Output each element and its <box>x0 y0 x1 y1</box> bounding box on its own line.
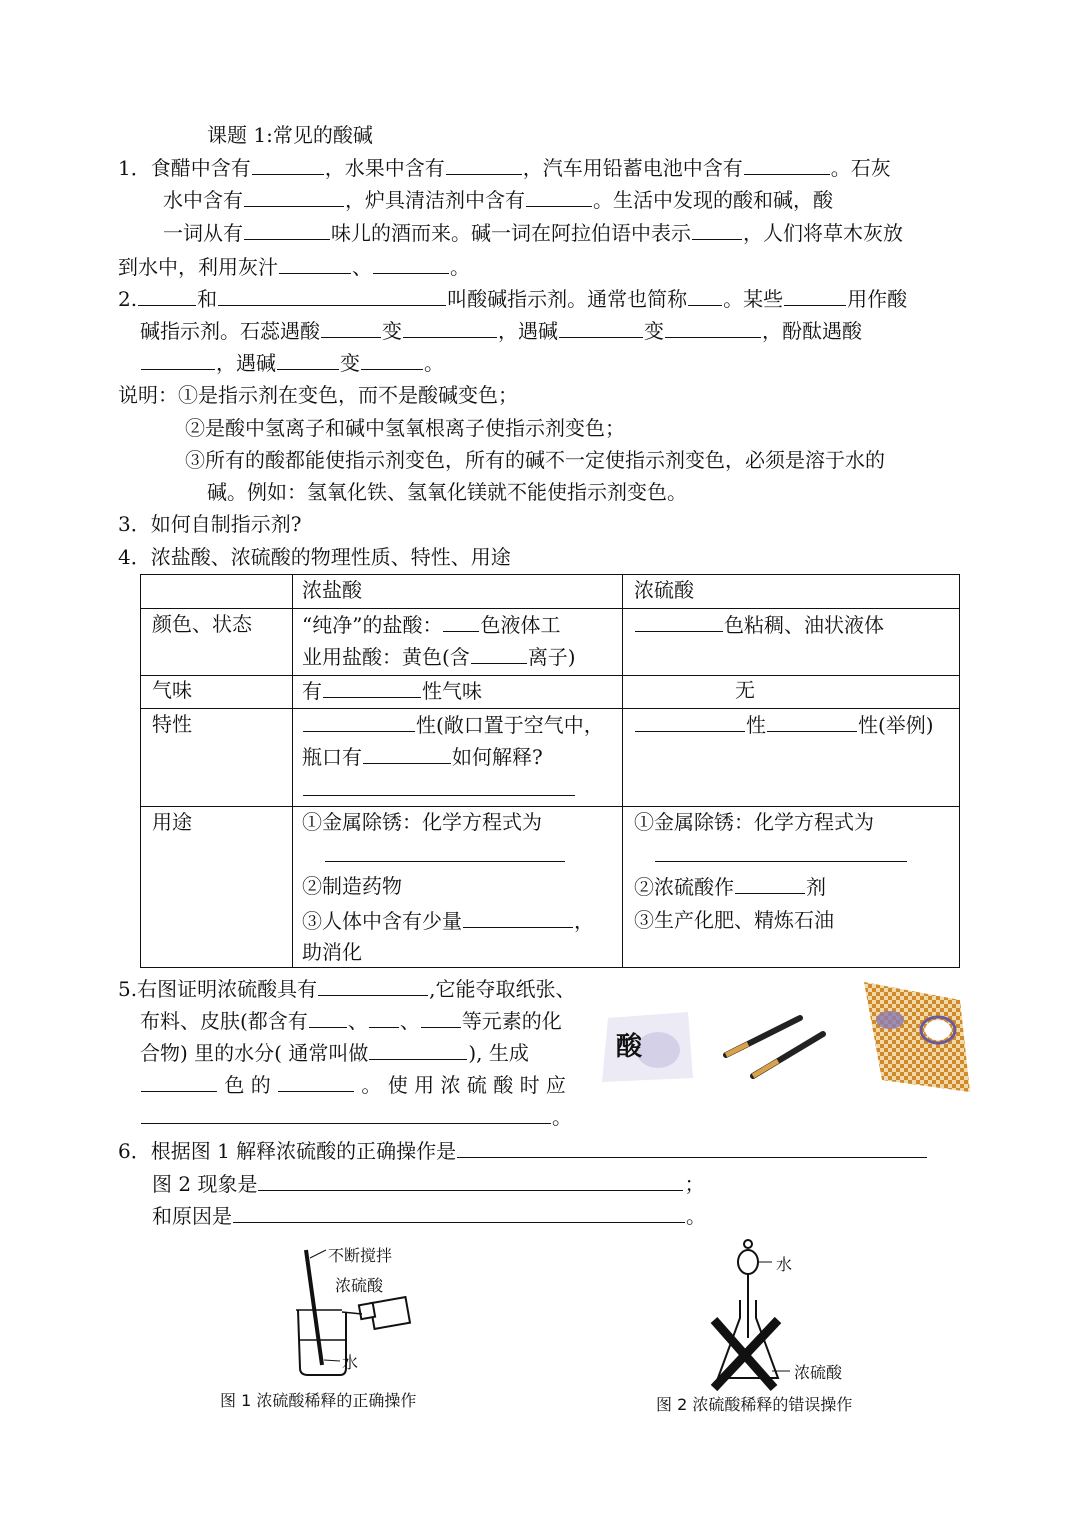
answer-blank[interactable] <box>252 152 324 175</box>
text-line <box>118 1135 928 1165</box>
text-line <box>118 283 907 313</box>
figure2-caption: 图 2 浓硫酸稀释的错误操作 <box>656 1395 853 1414</box>
line-text: ，酚酞遇酸 <box>762 319 862 343</box>
answer-blank[interactable] <box>559 315 643 338</box>
line-text: ，汽车用铅蓄电池中含有 <box>522 156 743 180</box>
line-text: 。某些 <box>723 287 784 311</box>
text-line <box>152 709 192 739</box>
answer-blank[interactable] <box>421 1005 461 1028</box>
answer-blank[interactable] <box>655 839 907 862</box>
line-text: ③人体中含有少量 <box>302 909 462 933</box>
line-text: 6．根据图 1 解释浓硫酸的正确操作是 <box>118 1139 457 1163</box>
charred-cloth-photo <box>860 980 972 1095</box>
answer-blank[interactable] <box>321 315 381 338</box>
text-line <box>152 1168 704 1198</box>
text-line <box>140 1069 566 1099</box>
line-text: 变 <box>644 319 664 343</box>
line-text: 浓硫酸 <box>634 578 694 602</box>
line-text: 、 <box>347 1009 368 1033</box>
line-text: 。 <box>552 1105 572 1129</box>
line-text: ， <box>574 909 594 933</box>
line-text: ③所有的酸都能使指示剂变色，所有的碱不一定使指示剂变色，必须是溶于水的 <box>185 448 885 472</box>
answer-blank[interactable] <box>318 973 428 996</box>
line-text: 、 <box>399 1009 420 1033</box>
text-line <box>118 973 575 1003</box>
line-text: ②制造药物 <box>302 874 402 898</box>
line-text: 。石灰 <box>830 156 891 180</box>
text-line <box>152 807 192 837</box>
text-line <box>207 477 687 507</box>
figure1-caption: 图 1 浓硫酸稀释的正确操作 <box>220 1391 417 1410</box>
line-text: 碱指示剂。石蕊遇酸 <box>140 319 320 343</box>
line-text: 碱。例如：氢氧化铁、氢氧化镁就不能使指示剂变色。 <box>207 480 687 504</box>
text-line <box>654 839 908 869</box>
line-text: 说明：①是指示剂在变色，而不是酸碱变色； <box>118 383 518 407</box>
text-line <box>118 509 301 539</box>
text-line <box>302 641 576 671</box>
line-text: 到水中，利用灰汁 <box>118 255 278 279</box>
line-text: 性(举例) <box>858 713 934 737</box>
line-text: 颜色、状态 <box>152 612 252 636</box>
line-text: 色粘稠、油状液体 <box>724 613 884 637</box>
line-text: 色 的 <box>218 1073 278 1097</box>
answer-blank[interactable] <box>373 251 449 274</box>
line-text: 用作酸 <box>847 287 908 311</box>
answer-blank[interactable] <box>403 315 497 338</box>
answer-blank[interactable] <box>233 1200 685 1223</box>
text-line <box>152 1200 706 1230</box>
text-line <box>634 905 834 935</box>
line-text: ； <box>684 1172 705 1196</box>
text-line <box>735 675 755 705</box>
line-text: 特性 <box>152 712 192 736</box>
text-line <box>163 184 833 214</box>
line-text: ③生产化肥、精炼石油 <box>634 908 834 932</box>
text-line <box>302 575 362 605</box>
text-line <box>302 675 482 705</box>
charred-sticks-photo <box>718 1010 833 1080</box>
answer-blank[interactable] <box>244 217 330 240</box>
line-text: 5.右图证明浓硫酸具有 <box>118 977 318 1001</box>
answer-blank[interactable] <box>784 283 846 306</box>
line-text: 变 <box>340 351 360 375</box>
line-text: 业用盐酸：黄色(含 <box>302 645 470 669</box>
text-line <box>634 709 934 739</box>
answer-blank[interactable] <box>309 1005 347 1028</box>
line-text: 2. <box>118 287 138 311</box>
answer-blank[interactable] <box>446 152 522 175</box>
line-text: 瓶口有 <box>302 745 362 769</box>
line-text: ②浓硫酸作 <box>634 875 734 899</box>
answer-blank[interactable] <box>361 347 423 370</box>
answer-blank[interactable] <box>635 709 745 732</box>
text-line <box>302 905 594 935</box>
line-text: 。 <box>686 1204 706 1228</box>
answer-blank[interactable] <box>258 1168 683 1191</box>
line-text: 叫酸碱指示剂。通常也简称 <box>447 287 688 311</box>
text-line <box>185 413 625 443</box>
text-line <box>634 575 694 605</box>
figure1-acid-label: 浓硫酸 <box>335 1276 384 1295</box>
line-text: 。 <box>424 351 444 375</box>
answer-blank[interactable] <box>141 347 215 370</box>
paper-char: 酸 <box>616 1032 643 1062</box>
line-text: 离子) <box>527 645 576 669</box>
answer-blank[interactable] <box>277 347 339 370</box>
answer-blank[interactable] <box>744 152 830 175</box>
text-line <box>163 217 903 247</box>
text-line <box>302 773 576 803</box>
text-line <box>140 1101 572 1131</box>
line-text: ，水果中含有 <box>324 156 445 180</box>
text-line <box>634 871 826 901</box>
line-text: ，人们将草木灰放 <box>743 221 903 245</box>
line-text: 性气味 <box>422 679 482 703</box>
text-line <box>152 609 252 639</box>
answer-blank[interactable] <box>369 1005 399 1028</box>
line-text: 3．如何自制指示剂? <box>118 512 302 536</box>
text-line <box>118 542 511 572</box>
answer-blank[interactable] <box>443 609 479 632</box>
text-line <box>302 807 542 837</box>
line-text: 无 <box>735 678 755 702</box>
text-line <box>118 152 891 182</box>
answer-blank[interactable] <box>735 871 805 894</box>
text-line <box>302 709 604 739</box>
answer-blank[interactable] <box>325 839 565 862</box>
line-text: 如何解释? <box>452 745 543 769</box>
line-text: 1．食醋中含有 <box>118 156 251 180</box>
line-text: 合物) 里的水分( 通常叫做 <box>140 1041 369 1065</box>
line-text: 味儿的酒而来。碱一词在阿拉伯语中表示 <box>331 221 691 245</box>
text-line <box>634 609 884 639</box>
answer-blank[interactable] <box>688 283 722 306</box>
line-text: 等元素的化 <box>461 1009 562 1033</box>
text-line <box>324 839 566 869</box>
line-text: ②是酸中氢离子和碱中氢氧根离子使指示剂变色； <box>185 416 625 440</box>
text-line <box>140 315 862 345</box>
line-text: 变 <box>382 319 402 343</box>
answer-blank[interactable] <box>323 675 421 698</box>
line-text: ，炉具清洁剂中含有 <box>345 188 525 212</box>
line-text: 用途 <box>152 810 192 834</box>
line-text: 助消化 <box>302 940 362 964</box>
answer-blank[interactable] <box>463 905 573 928</box>
text-line <box>118 251 470 281</box>
text-line <box>118 380 518 410</box>
line-text: 有 <box>302 679 322 703</box>
line-text: ，遇碱 <box>216 351 276 375</box>
charred-paper-photo <box>598 1010 698 1085</box>
line-text: ), 生成 <box>468 1041 529 1065</box>
line-text: 。生活中发现的酸和碱，酸 <box>593 188 833 212</box>
line-text: “纯净”的盐酸： <box>302 613 443 637</box>
answer-blank[interactable] <box>218 283 446 306</box>
text-line <box>634 807 874 837</box>
line-text: ，遇碱 <box>498 319 558 343</box>
text-line <box>140 347 444 377</box>
figure2-water-label: 水 <box>776 1255 793 1274</box>
line-text: ①金属除锈：化学方程式为 <box>634 810 874 834</box>
answer-blank[interactable] <box>278 1069 354 1092</box>
text-line <box>302 609 560 639</box>
answer-blank[interactable] <box>526 184 592 207</box>
worksheet-title: 课题 1:常见的酸碱 <box>207 123 373 147</box>
line-text: 性(敞口置于空气中， <box>416 713 604 737</box>
line-text: ①金属除锈：化学方程式为 <box>302 810 542 834</box>
line-text: 气味 <box>152 678 192 702</box>
answer-blank[interactable] <box>457 1135 927 1158</box>
answer-blank[interactable] <box>369 1037 467 1060</box>
text-line <box>302 741 543 771</box>
line-text: 剂 <box>806 875 826 899</box>
line-text: 性 <box>746 713 766 737</box>
answer-blank[interactable] <box>279 251 351 274</box>
answer-blank[interactable] <box>767 709 857 732</box>
line-text: 浓盐酸 <box>302 578 362 602</box>
answer-blank[interactable] <box>471 641 527 664</box>
answer-blank[interactable] <box>141 1069 217 1092</box>
answer-blank[interactable] <box>692 217 742 240</box>
line-text: 一词从有 <box>163 221 243 245</box>
answer-blank[interactable] <box>303 709 415 732</box>
answer-blank[interactable] <box>363 741 451 764</box>
answer-blank[interactable] <box>665 315 761 338</box>
answer-blank[interactable] <box>303 773 575 796</box>
answer-blank[interactable] <box>635 609 723 632</box>
line-text: 图 2 现象是 <box>152 1172 258 1196</box>
text-line <box>140 1005 562 1035</box>
line-text: 色液体工 <box>480 613 561 637</box>
figure2-acid-label: 浓硫酸 <box>794 1363 843 1382</box>
line-text: 4．浓盐酸、浓硫酸的物理性质、特性、用途 <box>118 545 511 569</box>
answer-blank[interactable] <box>138 283 196 306</box>
text-line <box>302 871 402 901</box>
text-line <box>185 445 885 475</box>
text-line <box>302 937 362 967</box>
line-text: 。 <box>450 255 470 279</box>
text-line <box>140 1037 529 1067</box>
line-text: 和 <box>197 287 218 311</box>
line-text: 水中含有 <box>163 188 243 212</box>
figure1-stir-label: 不断搅拌 <box>328 1246 393 1265</box>
answer-blank[interactable] <box>244 184 344 207</box>
figure1-water-label: 水 <box>342 1353 359 1372</box>
line-text: 和原因是 <box>152 1204 232 1228</box>
line-text: 布料、皮肤(都含有 <box>140 1009 308 1033</box>
text-line <box>152 675 192 705</box>
line-text: ,它能夺取纸张、 <box>429 977 576 1001</box>
line-text: 。 使 用 浓 硫 酸 时 应 <box>355 1073 566 1097</box>
line-text: 、 <box>352 255 372 279</box>
answer-blank[interactable] <box>141 1101 551 1124</box>
